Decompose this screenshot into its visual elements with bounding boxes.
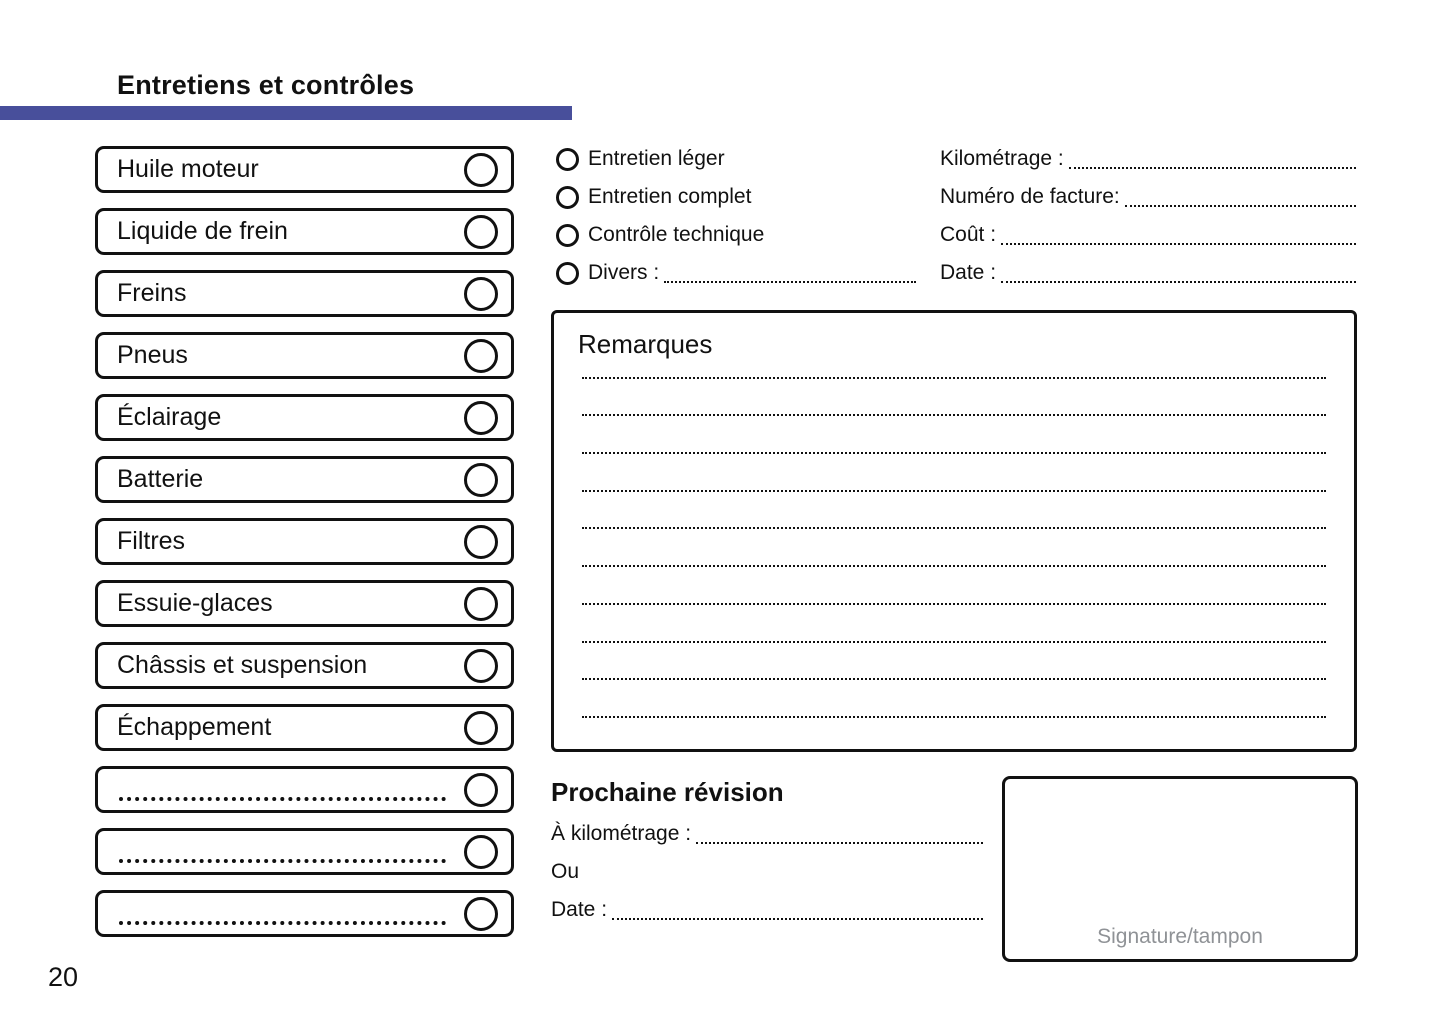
invoice-field-label: Date : [940,261,997,284]
checkbox-circle-icon[interactable] [464,339,498,373]
checklist-item [95,456,514,503]
checkbox-circle-icon[interactable] [464,463,498,497]
service-type-options [556,147,916,299]
checkbox-circle-icon[interactable] [464,215,498,249]
checklist-item [95,270,514,317]
checkbox-circle-icon[interactable] [464,401,498,435]
next-service-title: Prochaine révision [551,777,784,807]
invoice-field-row [940,261,1356,285]
checkbox-circle-icon[interactable] [464,773,498,807]
remarks-fill-line[interactable] [582,529,1326,567]
remarks-fill-line[interactable] [582,416,1326,454]
checkbox-circle-icon[interactable] [464,897,498,931]
checkbox-circle-icon[interactable] [464,277,498,311]
service-type-option [556,223,916,247]
radio-circle-icon[interactable] [556,224,579,247]
checklist-item [95,146,514,193]
invoice-field-row [940,223,1356,247]
checklist-item [95,208,514,255]
checklist-item-label: Essuie-glaces [117,589,273,617]
remarks-fill-line[interactable] [582,643,1326,681]
remarks-lines [582,341,1326,718]
checklist-item-label: Liquide de frein [117,217,288,245]
signature-label: Signature/tampon [1097,925,1263,948]
invoice-field-label: Numéro de facture: [940,185,1120,208]
next-service-row [551,898,983,922]
checklist-item-label: Pneus [117,341,188,369]
checklist-item-fill-line[interactable] [119,850,446,863]
service-type-label: Contrôle technique [588,223,765,246]
signature-box[interactable] [1002,776,1358,962]
radio-circle-icon[interactable] [556,262,579,285]
checklist-item-label: Huile moteur [117,155,259,183]
remarks-fill-line[interactable] [582,379,1326,417]
checkbox-circle-icon[interactable] [464,649,498,683]
next-service-row [551,860,983,884]
invoice-fields [940,147,1356,299]
remarks-fill-line[interactable] [582,454,1326,492]
remarks-fill-line[interactable] [582,341,1326,379]
checkbox-circle-icon[interactable] [464,711,498,745]
checklist-item [95,890,514,937]
page-number: 20 [48,962,79,992]
remarks-fill-line[interactable] [582,492,1326,530]
checklist-item-label: Châssis et suspension [117,651,368,679]
service-type-label: Divers : [588,261,660,284]
next-service-label: À kilométrage : [551,822,692,845]
next-service-label: Ou [551,860,580,883]
checkbox-circle-icon[interactable] [464,587,498,621]
invoice-field-fill-line[interactable] [1069,163,1356,169]
checklist-item [95,580,514,627]
checklist-item [95,518,514,565]
service-type-option [556,261,916,285]
checklist-item-label: Freins [117,279,187,307]
checkbox-circle-icon[interactable] [464,835,498,869]
remarks-fill-line[interactable] [582,605,1326,643]
invoice-field-fill-line[interactable] [1001,239,1356,245]
accent-bar [0,106,572,120]
checklist-item-label: Échappement [117,713,272,741]
checklist-item [95,704,514,751]
service-type-label: Entretien léger [588,147,725,170]
checkbox-circle-icon[interactable] [464,153,498,187]
page-title: Entretiens et contrôles [117,70,415,100]
maintenance-checklist [95,146,514,937]
checkbox-circle-icon[interactable] [464,525,498,559]
radio-circle-icon[interactable] [556,148,579,171]
invoice-field-label: Kilométrage : [940,147,1064,170]
service-type-option [556,147,916,171]
remarks-fill-line[interactable] [582,680,1326,718]
invoice-field-row [940,147,1356,171]
service-type-option [556,185,916,209]
next-service-fill-line[interactable] [696,838,983,844]
invoice-field-label: Coût : [940,223,997,246]
remarks-fill-line[interactable] [582,567,1326,605]
remarks-title: Remarques [578,329,713,359]
checklist-item-label: Filtres [117,527,186,555]
checklist-item-label: Éclairage [117,403,222,431]
invoice-field-fill-line[interactable] [1125,201,1356,207]
service-type-label: Entretien complet [588,185,752,208]
radio-circle-icon[interactable] [556,186,579,209]
next-service-row [551,822,983,846]
checklist-item [95,828,514,875]
invoice-field-fill-line[interactable] [1001,277,1356,283]
checklist-item [95,332,514,379]
checklist-item [95,642,514,689]
next-service-fields [551,822,983,936]
invoice-field-row [940,185,1356,209]
service-type-fill-line[interactable] [664,277,916,283]
checklist-item [95,394,514,441]
checklist-item-fill-line[interactable] [119,788,446,801]
next-service-fill-line[interactable] [612,914,983,920]
checklist-item-fill-line[interactable] [119,912,446,925]
checklist-item-label: Batterie [117,465,204,493]
remarks-box [551,310,1357,752]
next-service-label: Date : [551,898,608,921]
checklist-item [95,766,514,813]
